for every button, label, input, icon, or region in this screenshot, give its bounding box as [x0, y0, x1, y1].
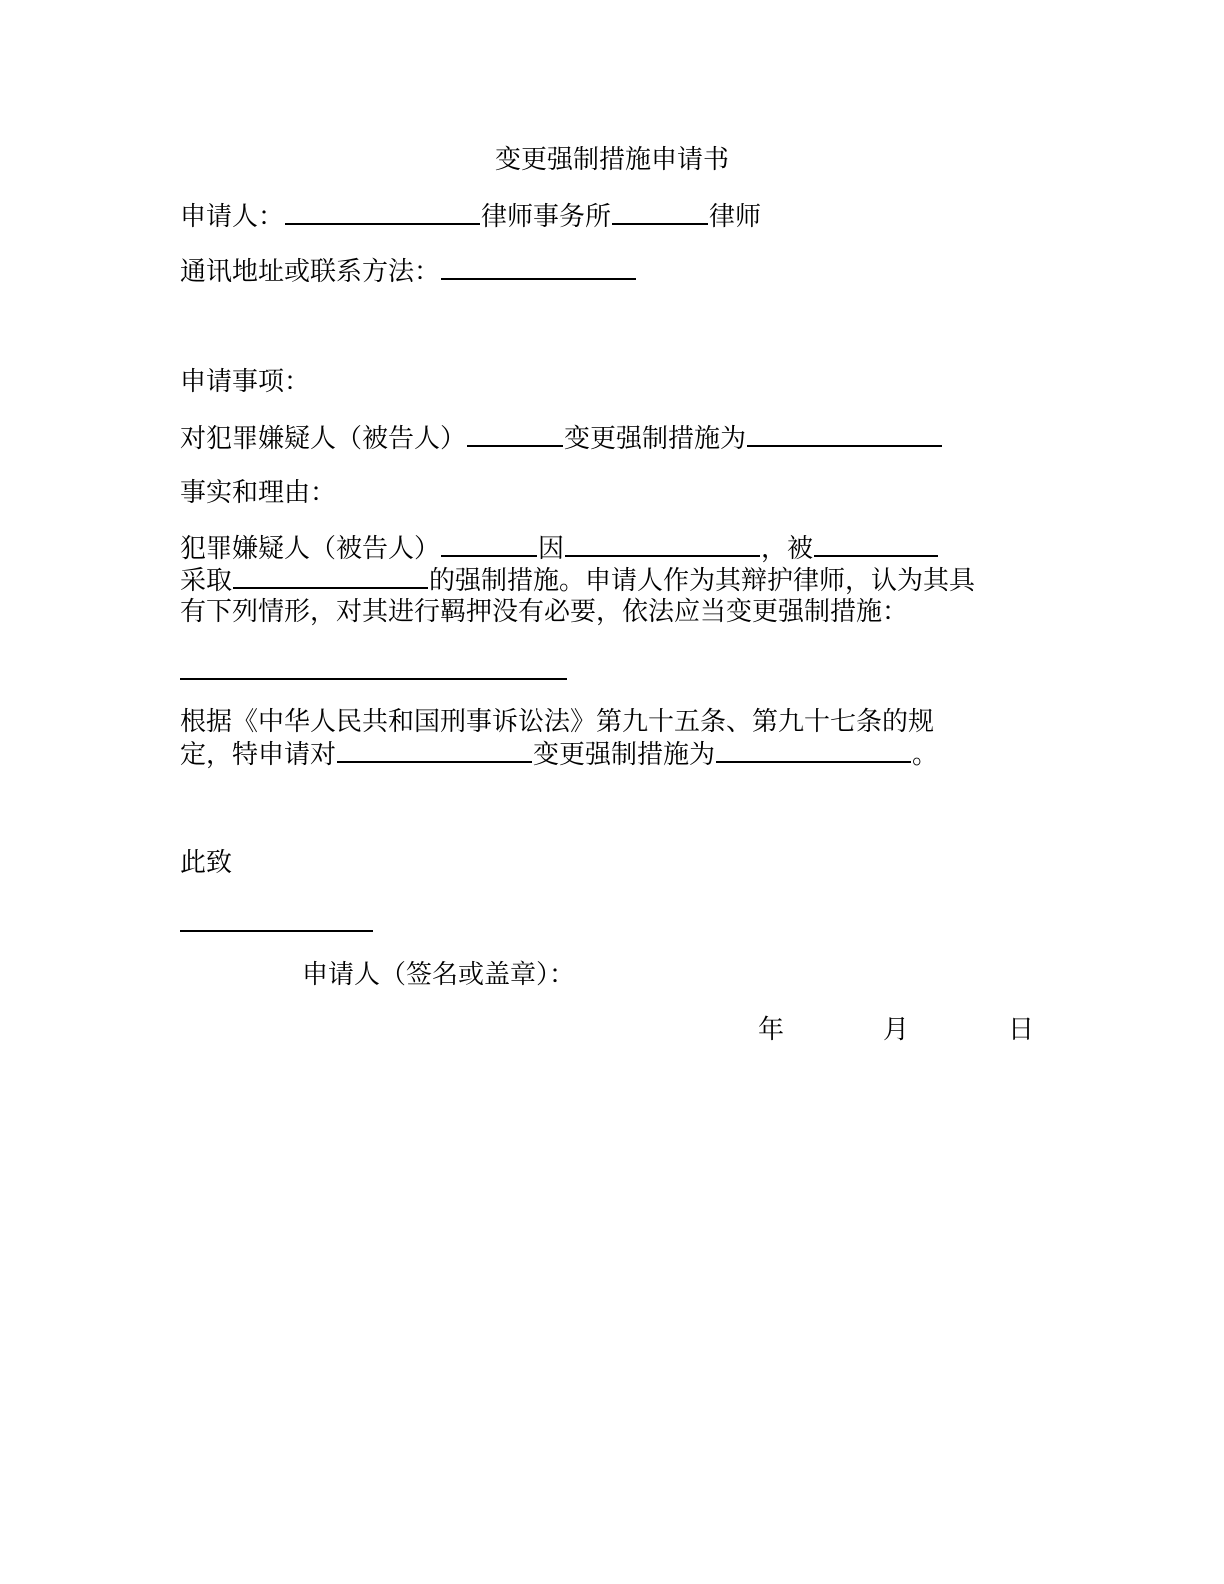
facts-label: 事实和理由： [180, 478, 337, 508]
facts-line-3 [180, 595, 908, 629]
date-month: 月 [883, 1015, 910, 1045]
contact-line [180, 254, 637, 289]
matters-line [180, 421, 943, 456]
circumstances-blank[interactable] [180, 678, 567, 680]
law-firm-suffix: 律师事务所 [481, 202, 612, 232]
facts-authority-blank[interactable] [814, 531, 938, 557]
applicant-line [180, 199, 761, 234]
contact-blank[interactable] [441, 254, 636, 280]
suspect-name-blank[interactable] [467, 421, 563, 447]
law-firm-blank[interactable] [285, 199, 480, 225]
new-measure-blank[interactable] [747, 421, 942, 447]
facts-line2-b: 的强制措施。申请人作为其辩护律师，认为其具 [429, 566, 976, 596]
basis-line1: 根据《中华人民共和国刑事诉讼法》第九十五条、第九十七条的规 [180, 707, 935, 737]
matters-label: 申请事项： [180, 367, 311, 397]
basis-line2-b: 变更强制措施为 [533, 740, 716, 770]
facts-suspect-blank[interactable] [441, 531, 537, 557]
matters-heading [180, 365, 310, 399]
document-title: 变更强制措施申请书 [494, 145, 729, 175]
signature-label: 申请人（签名或盖章）： [302, 960, 576, 990]
facts-line1-c: ，被 [761, 534, 814, 564]
applicant-label: 申请人： [180, 202, 285, 232]
salutation: 此致 [180, 848, 233, 878]
facts-line1-b: 因 [538, 534, 565, 564]
facts-heading [180, 476, 336, 510]
matters-text-2: 变更强制措施为 [564, 424, 747, 454]
contact-label: 通讯地址或联系方法： [180, 257, 441, 287]
lawyer-suffix: 律师 [709, 202, 762, 232]
basis-line2-a: 定，特申请对 [180, 740, 337, 770]
facts-line-1 [180, 531, 939, 566]
facts-line1-a: 犯罪嫌疑人（被告人） [180, 534, 441, 564]
signature-line [302, 958, 575, 992]
basis-suspect-blank[interactable] [337, 737, 532, 763]
facts-line-2 [180, 563, 975, 598]
lawyer-name-blank[interactable] [612, 199, 708, 225]
recipient-blank[interactable] [180, 930, 373, 932]
facts-line3: 有下列情形，对其进行羁押没有必要，依法应当变更强制措施： [180, 597, 909, 627]
basis-measure-blank[interactable] [716, 737, 911, 763]
salutation-line [180, 846, 232, 880]
matters-text-1: 对犯罪嫌疑人（被告人） [180, 424, 467, 454]
facts-measure-blank[interactable] [233, 563, 428, 589]
date-year: 年 [758, 1015, 785, 1045]
basis-line-2 [180, 737, 938, 772]
facts-reason-blank[interactable] [565, 531, 760, 557]
facts-line2-a: 采取 [180, 566, 233, 596]
basis-line-1 [180, 705, 934, 739]
date-day: 日 [1008, 1015, 1035, 1045]
basis-line2-c: 。 [912, 740, 939, 770]
